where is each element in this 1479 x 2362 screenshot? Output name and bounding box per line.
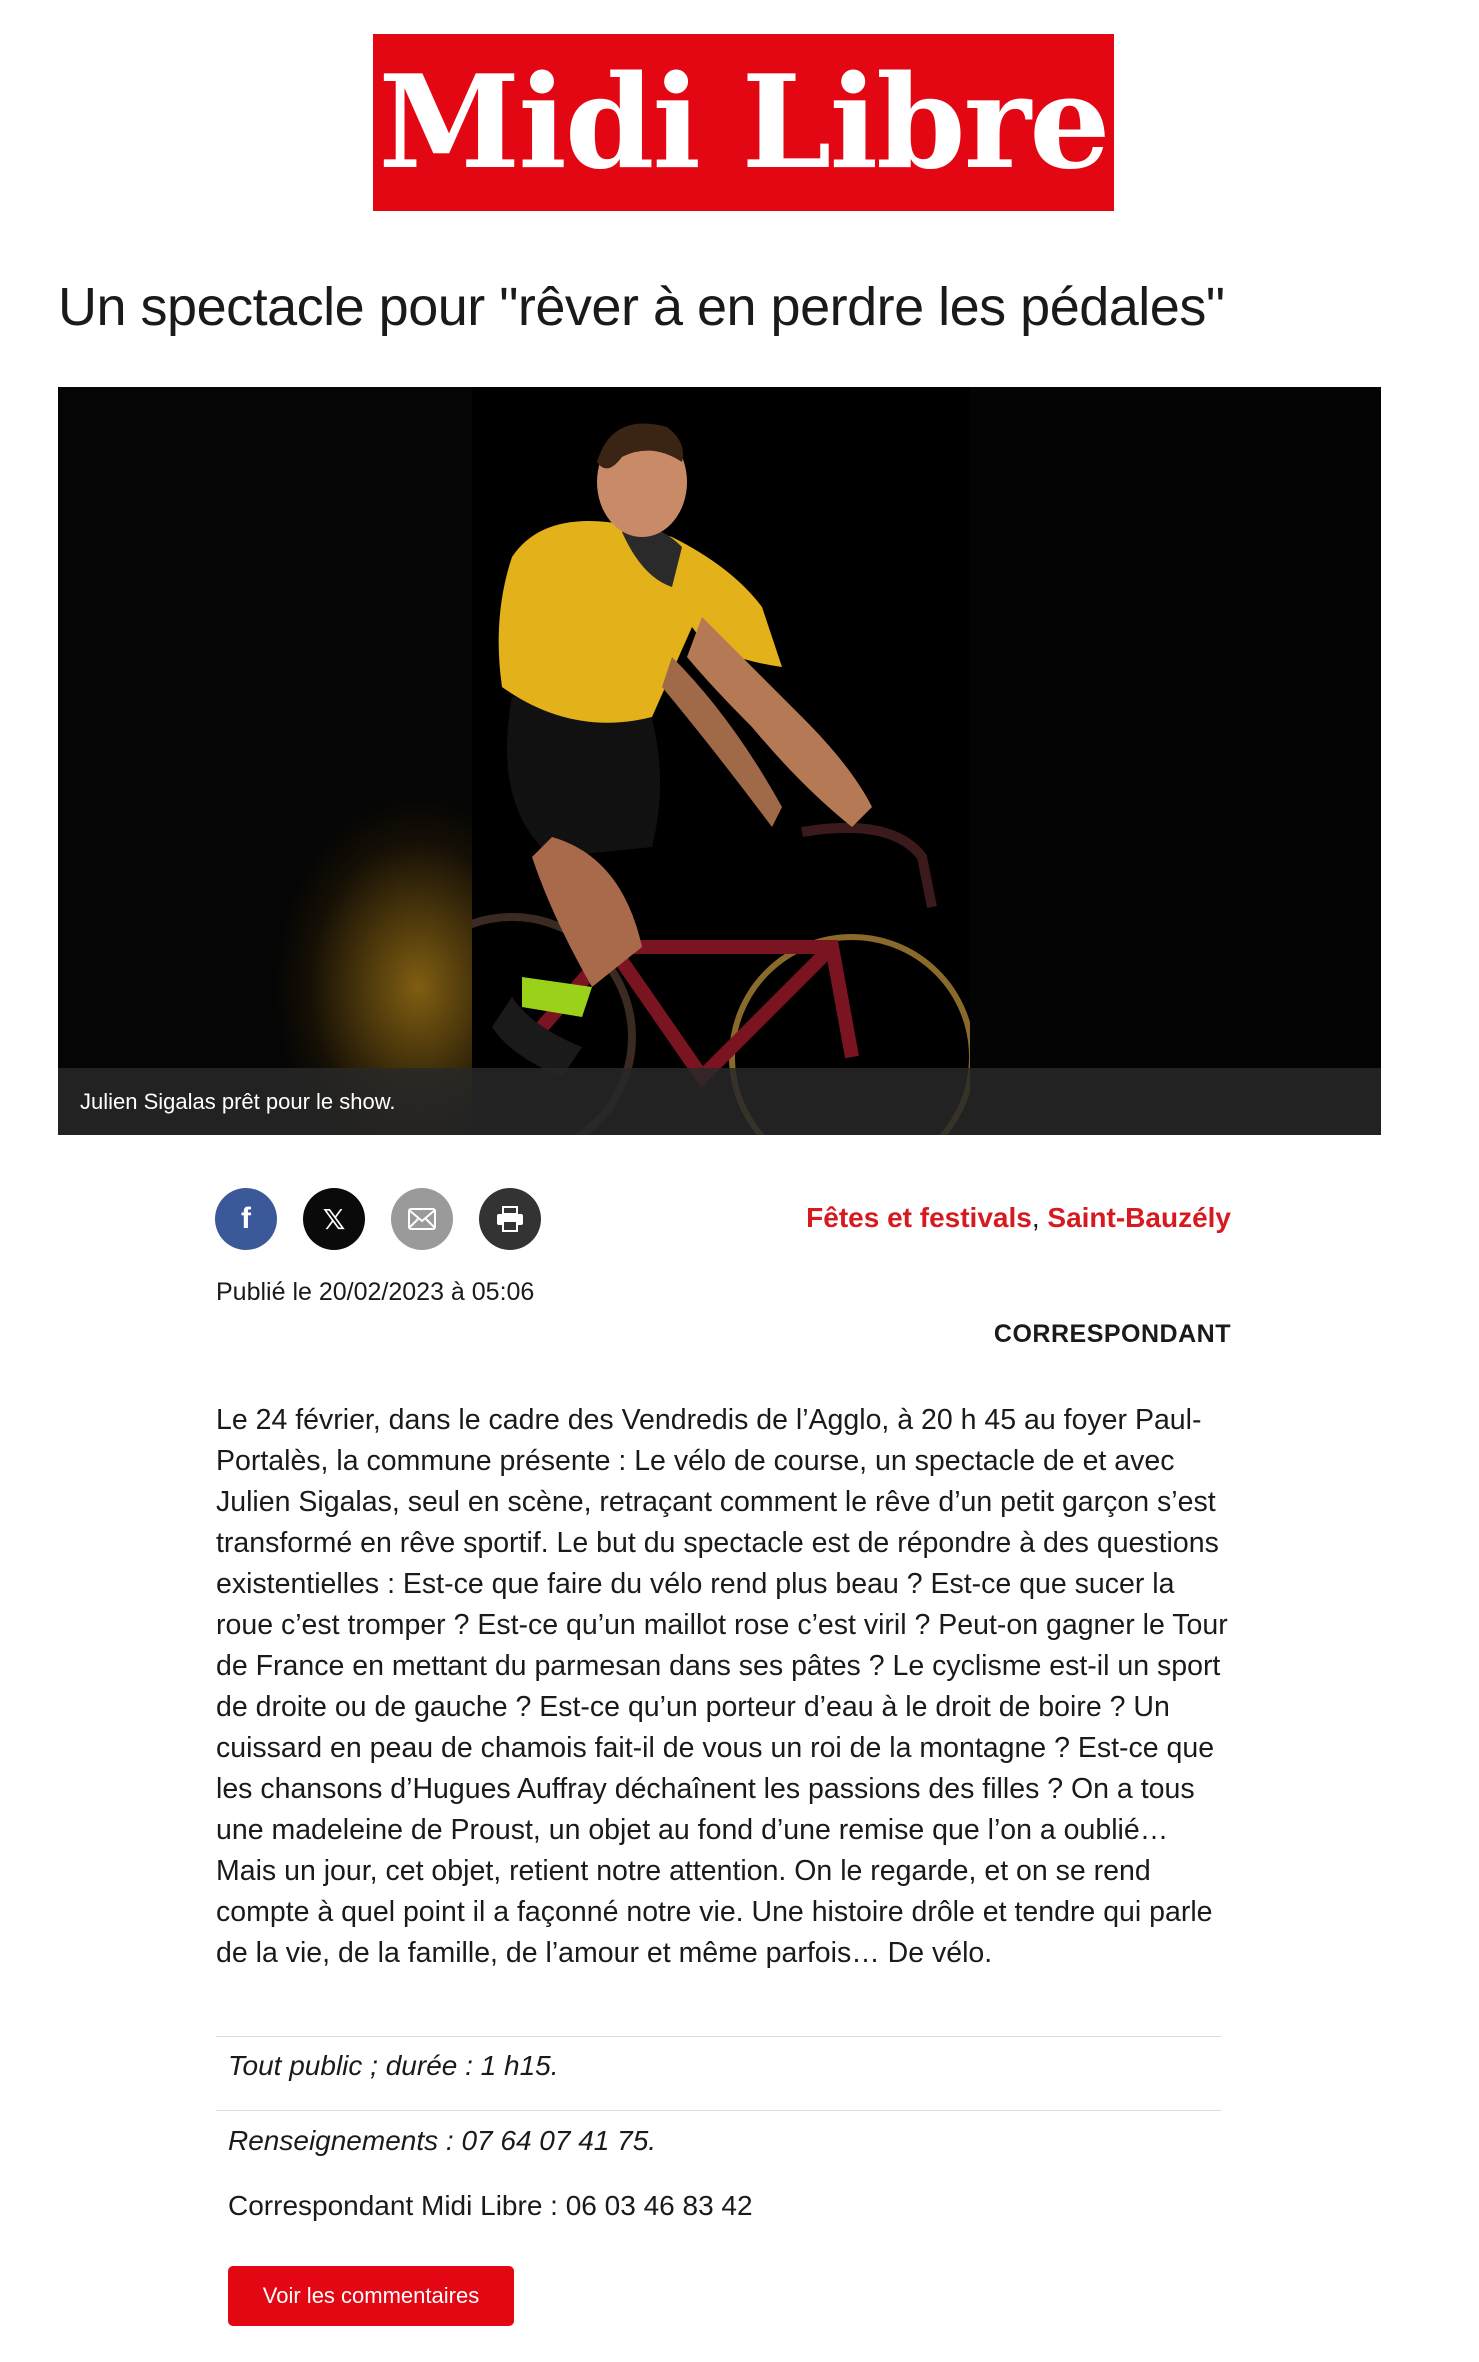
x-share-button[interactable]	[303, 1188, 365, 1250]
mail-icon	[408, 1208, 436, 1230]
article-author: CORRESPONDANT	[993, 1320, 1231, 1348]
divider	[216, 2110, 1221, 2111]
tag-fetes-festivals[interactable]: Fêtes et festivals	[806, 1202, 1032, 1233]
facebook-share-button[interactable]	[215, 1188, 277, 1250]
publish-date: Publié le 20/02/2023 à 05:06	[216, 1278, 535, 1306]
logo-text: Midi Libre	[378, 47, 1109, 198]
print-icon	[496, 1206, 524, 1232]
info-correspondent: Correspondant Midi Libre : 06 03 46 83 42	[228, 2190, 753, 2221]
share-buttons	[215, 1188, 541, 1250]
article-body: Le 24 février, dans le cadre des Vendredis de l’Agglo, à 20 h 45 au foyer Paul-Portalès, la commune présente : Le vélo de course, un spectacle de et avec Julien Sigalas, seul en scène, retraçant comment le rêve d’un petit garçon s’est transformé en rêve sportif. Le but du spectacle est de répondre à des questions existentielles : Est-ce que faire du vélo rend plus beau ? Est-ce que sucer la roue c’est tromper ? Est-ce qu’un maillot rose c’est viril ? Peut-on gagner le Tour de France en mettant du parmesan dans ses pâtes ? Le cyclisme est-il un sport de droite ou de gauche ? Est-ce qu’un porteur d’eau à le droit de boire ? Un cuissard en peau de chamois fait-il de vous un roi de la montagne ? Est-ce que les chansons d’Hugues Auffray déchaînent les passions des filles ? On a tous une madeleine de Proust, un objet au fond d’une remise que l’on a oublié… Mais un jour, cet objet, retient notre attention. On le regarde, et on se rend compte à quel point il a façonné notre vie. Une histoire drôle et tendre qui parle de la vie, de la famille, de l’amour et même parfois… De vélo.	[216, 1404, 1228, 1969]
article-photo	[58, 387, 1381, 1135]
image-caption-bar	[58, 1068, 1381, 1135]
x-icon: 𝕏	[322, 1203, 346, 1235]
image-caption: Julien Sigalas prêt pour le show.	[80, 1088, 396, 1114]
photo-blurred-left	[58, 387, 473, 1135]
tag-saint-bauzely[interactable]: Saint-Bauzély	[1047, 1202, 1231, 1233]
cyclist-illustration	[472, 387, 970, 1135]
info-public: Tout public ; durée : 1 h15.	[228, 2050, 559, 2081]
view-comments-button[interactable]: Voir les commentaires	[228, 2266, 514, 2326]
article-tags	[806, 1202, 1231, 1234]
photo-blurred-right	[969, 387, 1381, 1135]
email-share-button[interactable]	[391, 1188, 453, 1250]
article-title: Un spectacle pour "rêver à en perdre les pédales"	[58, 277, 1225, 337]
tag-separator: ,	[1031, 1202, 1040, 1233]
midi-libre-logo[interactable]	[373, 34, 1114, 211]
photo-cyclist	[472, 387, 970, 1135]
facebook-icon: f	[241, 1202, 251, 1235]
info-contact: Renseignements : 07 64 07 41 75.	[228, 2125, 657, 2156]
divider	[216, 2036, 1221, 2037]
print-button[interactable]	[479, 1188, 541, 1250]
